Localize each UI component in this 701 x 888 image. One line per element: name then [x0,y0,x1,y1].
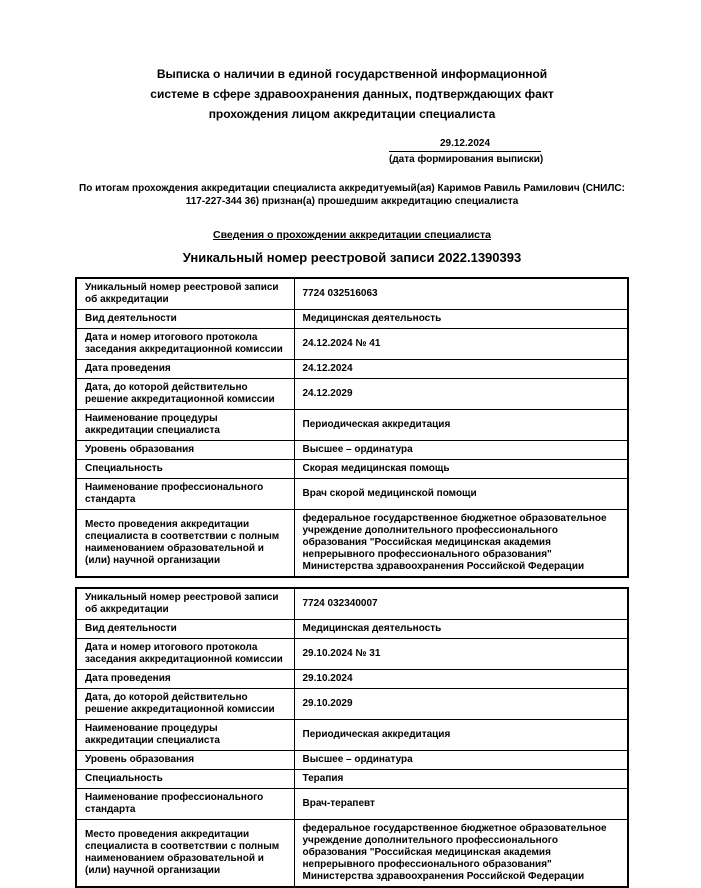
document-title-line: системе в сфере здравоохранения данных, подтверждающих факт [150,87,554,101]
row-value: Врач скорой медицинской помощи [294,479,628,510]
document-title-line: Выписка о наличии в единой государственной информационной [156,67,548,81]
table-row [76,479,628,510]
row-label: Специальность [76,460,294,479]
table-row [76,751,628,770]
row-label: Специальность [76,770,294,789]
table-row [76,460,628,479]
row-value: 24.12.2029 [294,379,628,410]
table-row [76,689,628,720]
row-value: Периодическая аккредитация [294,410,628,441]
table-row [76,720,628,751]
registry-number-heading: Уникальный номер реестровой записи 2022.1390393 [182,250,522,265]
accreditation-table-1 [75,277,629,578]
table-row [76,379,628,410]
issue-date-block [389,137,544,166]
section-heading: Сведения о прохождении аккредитации специалиста [213,229,491,241]
table-row [76,510,628,578]
table-row [76,441,628,460]
row-value: Медицинская деятельность [294,310,628,329]
table-row [76,310,628,329]
row-value: 7724 032516063 [294,278,628,310]
row-label: Наименование профессионального стандарта [76,479,294,510]
intro-paragraph: По итогам прохождения аккредитации специалиста аккредитуемый(ая) Каримов Равиль Рамилович (СНИЛС: 117-227-344 36) признан(а) прошедшим аккредитацию специалиста [79,183,625,207]
issue-date: 29.12.2024 [389,137,541,152]
row-value: Периодическая аккредитация [294,720,628,751]
row-label: Наименование процедуры аккредитации специалиста [76,410,294,441]
row-value: 29.10.2024 [294,670,628,689]
row-label: Вид деятельности [76,620,294,639]
row-label: Уникальный номер реестровой записи об аккредитации [76,278,294,310]
document-title-line: прохождения лицом аккредитации специалиста [208,107,496,121]
row-value: Высшее – ординатура [294,441,628,460]
table-row [76,639,628,670]
row-label: Дата и номер итогового протокола заседания аккредитационной комиссии [76,329,294,360]
table-row [76,410,628,441]
row-value: 24.12.2024 [294,360,628,379]
row-value: Терапия [294,770,628,789]
row-value: 29.10.2024 № 31 [294,639,628,670]
row-value: 29.10.2029 [294,689,628,720]
table-row [76,360,628,379]
table-row [76,670,628,689]
row-value: Высшее – ординатура [294,751,628,770]
row-label: Дата проведения [76,360,294,379]
row-label: Наименование процедуры аккредитации специалиста [76,720,294,751]
row-value: Скорая медицинская помощь [294,460,628,479]
row-value: 7724 032340007 [294,588,628,620]
row-label: Наименование профессионального стандарта [76,789,294,820]
row-label: Уровень образования [76,441,294,460]
row-value: федеральное государственное бюджетное образовательное учреждение дополнительного профессионального образования "Российская медицинская академия непрерывного профессионального образования" Министерства здравоохранения Российской Федерации [294,510,628,578]
issue-date-caption: (дата формирования выписки) [389,154,544,165]
row-label: Дата и номер итогового протокола заседания аккредитационной комиссии [76,639,294,670]
table-row [76,770,628,789]
table-row [76,278,628,310]
table-row [76,820,628,888]
table-row [76,789,628,820]
row-label: Дата, до которой действительно решение аккредитационной комиссии [76,379,294,410]
row-label: Место проведения аккредитации специалиста в соответствии с полным наименованием образовательной и (или) научной организации [76,820,294,888]
table-row [76,588,628,620]
row-label: Место проведения аккредитации специалиста в соответствии с полным наименованием образовательной и (или) научной организации [76,510,294,578]
table-row [76,620,628,639]
row-label: Дата, до которой действительно решение аккредитационной комиссии [76,689,294,720]
document-title [75,64,629,124]
row-label: Уникальный номер реестровой записи об аккредитации [76,588,294,620]
row-value: федеральное государственное бюджетное образовательное учреждение дополнительного профессионального образования "Российская медицинская академия непрерывного профессионального образования" Министерства здравоохранения Российской Федерации [294,820,628,888]
row-label: Вид деятельности [76,310,294,329]
row-label: Дата проведения [76,670,294,689]
table-row [76,329,628,360]
row-value: Медицинская деятельность [294,620,628,639]
row-value: Врач-терапевт [294,789,628,820]
accreditation-table-2 [75,587,629,888]
row-label: Уровень образования [76,751,294,770]
row-value: 24.12.2024 № 41 [294,329,628,360]
